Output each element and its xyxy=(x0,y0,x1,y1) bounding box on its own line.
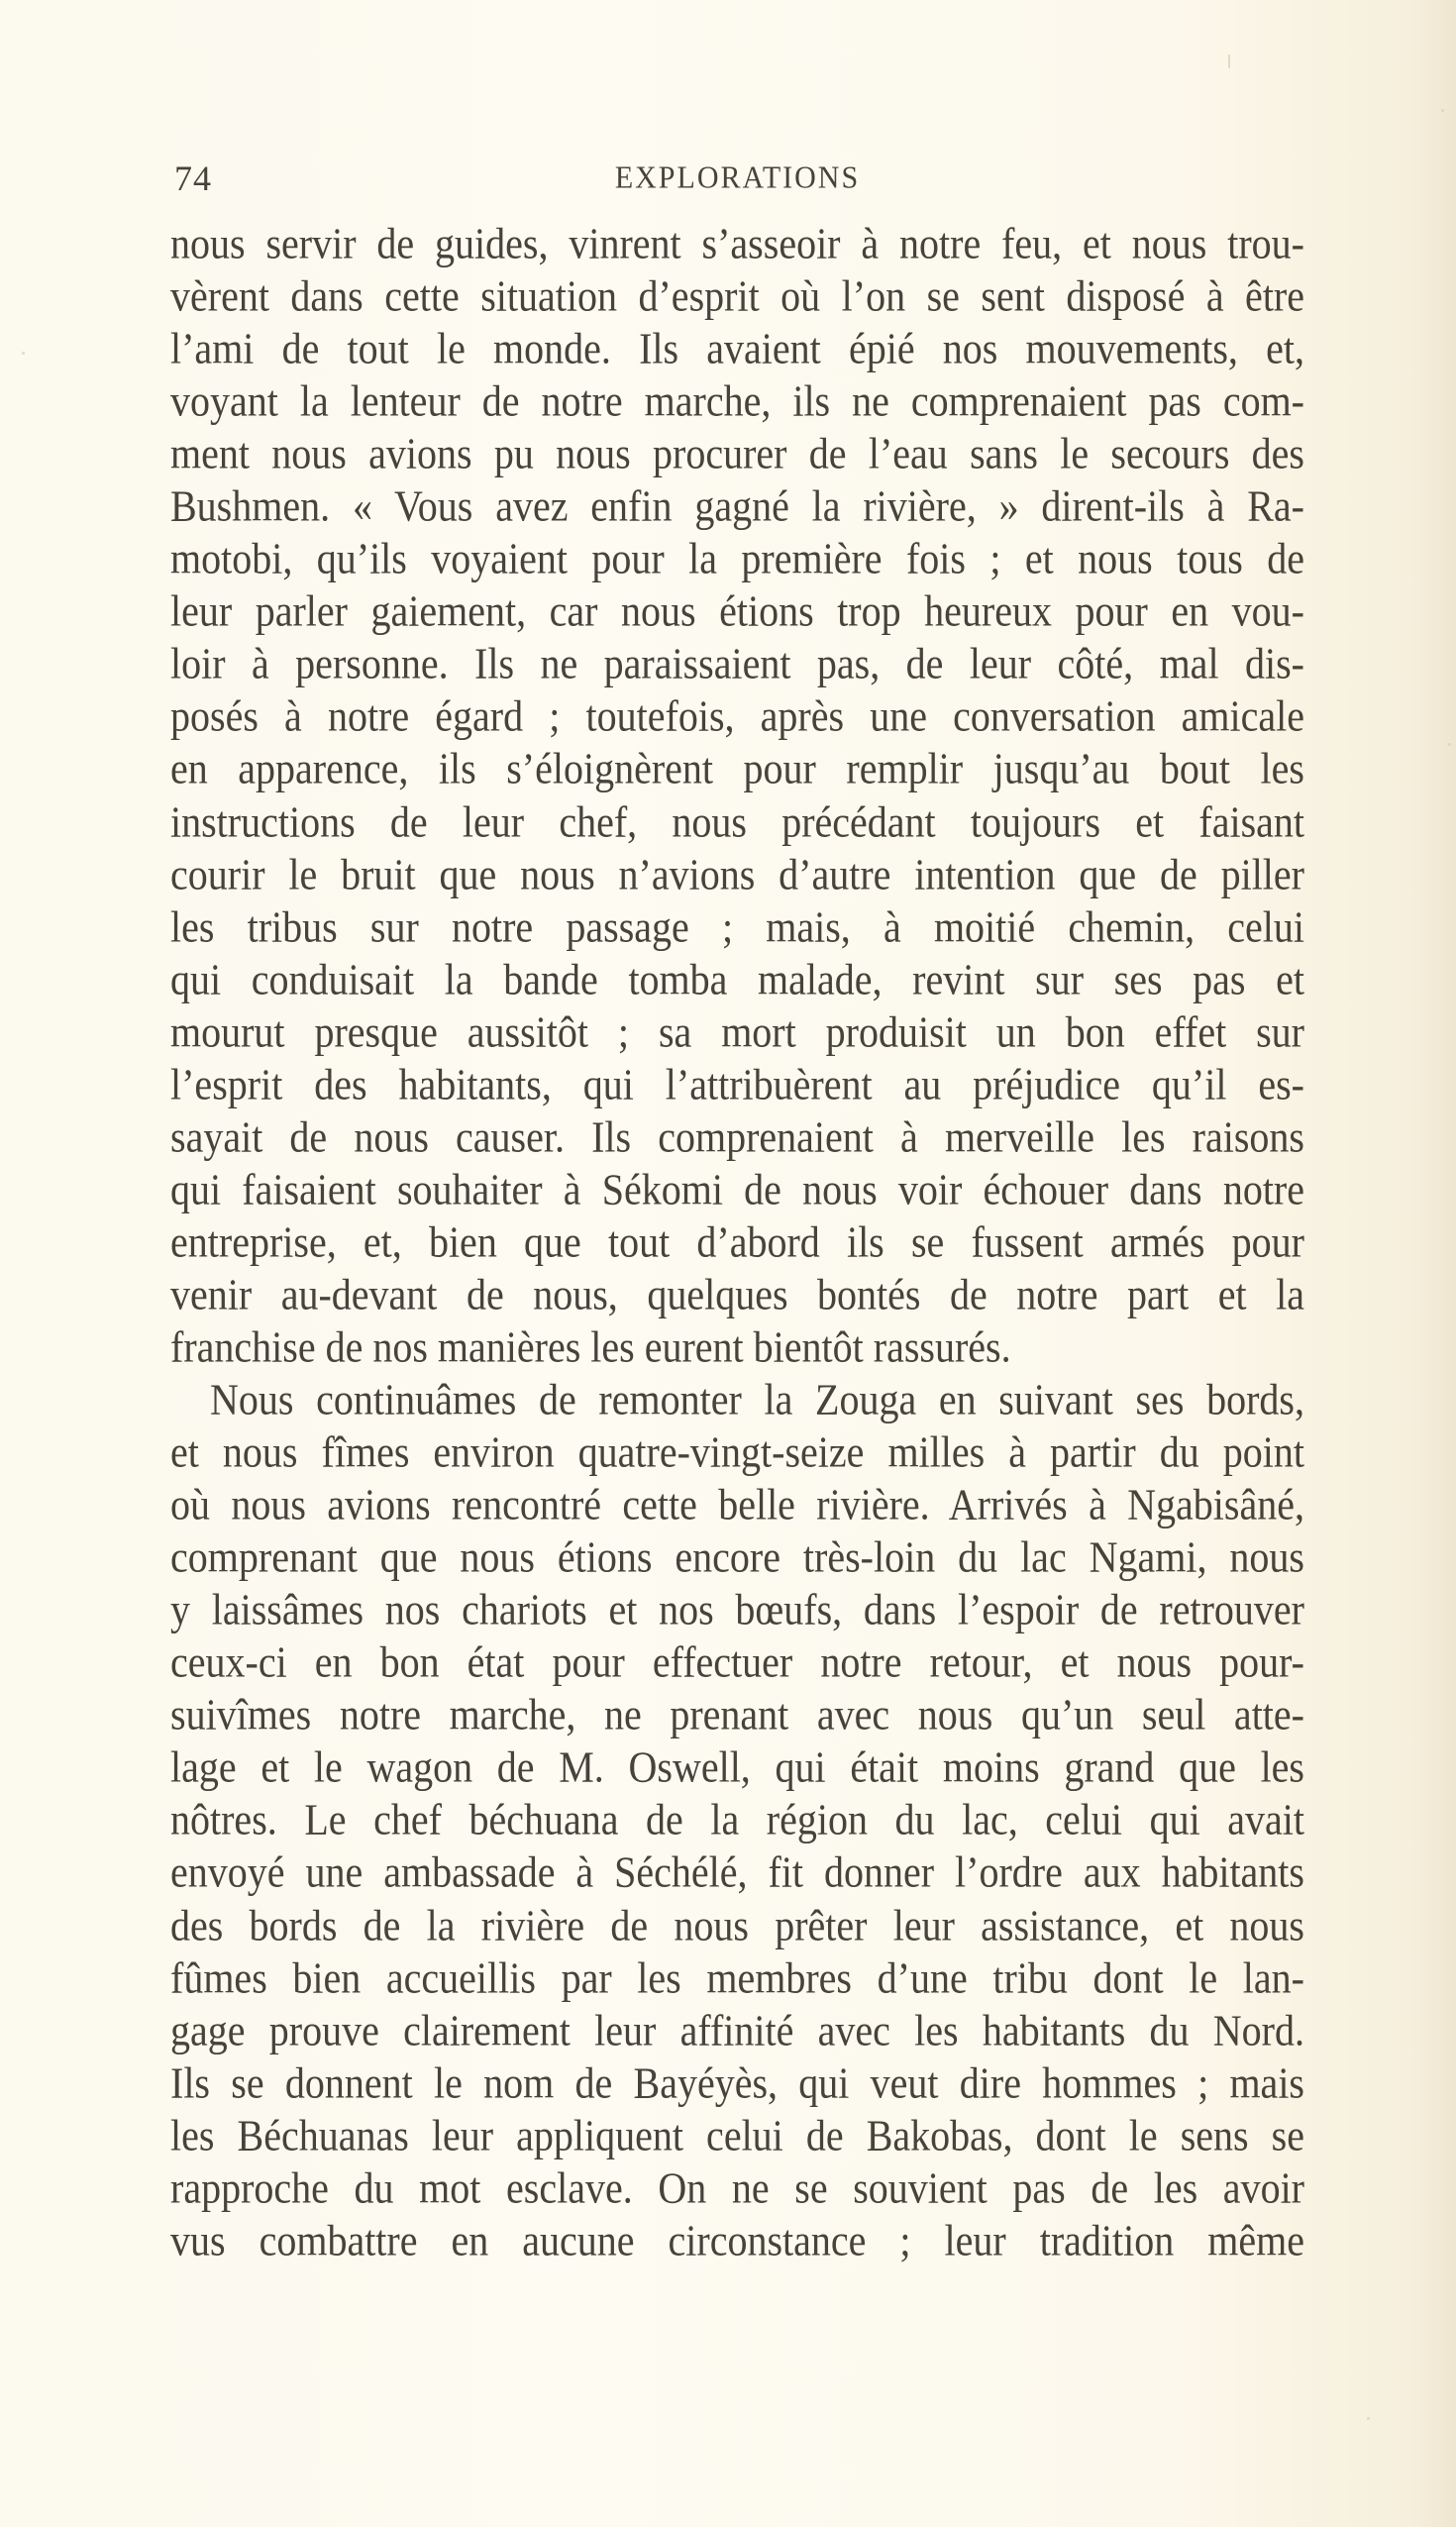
running-head xyxy=(170,158,1304,198)
text-line: ceux-ci en bon état pour effectuer notre retour, et nous pour- xyxy=(170,1636,1304,1687)
paragraph-2 xyxy=(170,1374,1304,2267)
text-line: vèrent dans cette situation d’esprit où l’on se sent disposé à être xyxy=(170,270,1304,321)
paper-speck xyxy=(1228,54,1230,68)
running-title xyxy=(170,158,1304,198)
paper-speck xyxy=(1441,109,1444,112)
text-line: l’ami de tout le monde. Ils avaient épié nos mouvements, et, xyxy=(170,323,1304,373)
text-line: venir au-devant de nous, quelques bontés de notre part et la xyxy=(170,1268,1304,1319)
text-line: Ils se donnent le nom de Bayéyès, qui veut dire hommes ; mais xyxy=(170,2056,1304,2108)
text-line: leur parler gaiement, car nous étions trop heureux pour en vou- xyxy=(170,585,1304,636)
text-line-paragraph-end: franchise de nos manières les eurent bientôt rassurés. xyxy=(170,1321,1011,1372)
text-line: nôtres. Le chef béchuana de la région du lac, celui qui avait xyxy=(170,1794,1304,1844)
running-title-text: EXPLORATIONS xyxy=(614,160,861,195)
text-line: en apparence, ils s’éloignèrent pour remplir jusqu’au bout les xyxy=(170,743,1304,793)
text-line: où nous avions rencontré cette belle rivière. Arrivés à Ngabisâné, xyxy=(170,1479,1304,1529)
text-line: suivîmes notre marche, ne prenant avec nous qu’un seul atte- xyxy=(170,1689,1304,1739)
text-line: instructions de leur chef, nous précédant toujours et faisant xyxy=(170,795,1304,846)
page-number: 74 xyxy=(174,158,212,198)
text-line: sayait de nous causer. Ils comprenaient à merveille les raisons xyxy=(170,1110,1304,1162)
text-line: ment nous avions pu nous procurer de l’eau sans le secours des xyxy=(170,428,1304,478)
text-line: y laissâmes nos chariots et nos bœufs, dans l’espoir de retrouver xyxy=(170,1584,1304,1634)
text-line: lage et le wagon de M. Oswell, qui était moins grand que les xyxy=(170,1741,1304,1792)
paper-speck xyxy=(22,352,25,355)
text-line: posés à notre égard ; toutefois, après une conversation amicale xyxy=(170,690,1304,741)
paper-speck xyxy=(1367,2417,1370,2420)
text-line: mourut presque aussitôt ; sa mort produisit un bon effet sur xyxy=(170,1005,1304,1057)
text-line: entreprise, et, bien que tout d’abord ils se fussent armés pour xyxy=(170,1215,1304,1267)
text-line: courir le bruit que nous n’avions d’autre intention que de piller xyxy=(170,848,1304,898)
text-line: gage prouve clairement leur affinité avec les habitants du Nord. xyxy=(170,2004,1304,2055)
text-line: envoyé une ambassade à Séchélé, fit donner l’ordre aux habitants xyxy=(170,1846,1304,1897)
text-line: loir à personne. Ils ne paraissaient pas, de leur côté, mal dis- xyxy=(170,638,1304,688)
text-line: qui conduisait la bande tomba malade, revint sur ses pas et xyxy=(170,953,1304,1004)
body-text xyxy=(170,218,1304,2267)
text-line: Bushmen. « Vous avez enfin gagné la rivière, » dirent-ils à Ra- xyxy=(170,480,1304,531)
text-line: des bords de la rivière de nous prêter leur assistance, et nous xyxy=(170,1899,1304,1949)
text-line: fûmes bien accueillis par les membres d’une tribu dont le lan- xyxy=(170,1951,1304,2002)
text-line: et nous fîmes environ quatre-vingt-seize milles à partir du point xyxy=(170,1426,1304,1477)
text-line: vus combattre en aucune circonstance ; leur tradition même xyxy=(170,2214,1304,2265)
text-line: rapproche du mot esclave. On ne se souvient pas de les avoir xyxy=(170,2161,1304,2213)
text-line: nous servir de guides, vinrent s’asseoir à notre feu, et nous trou- xyxy=(170,218,1304,268)
paragraph-1 xyxy=(170,218,1304,1374)
paper-speck xyxy=(1448,743,1451,746)
text-line: motobi, qu’ils voyaient pour la première fois ; et nous tous de xyxy=(170,533,1304,583)
text-line: voyant la lenteur de notre marche, ils ne comprenaient pas com- xyxy=(170,375,1304,426)
text-line: les tribus sur notre passage ; mais, à moitié chemin, celui xyxy=(170,900,1304,952)
text-line: qui faisaient souhaiter à Sékomi de nous voir échouer dans notre xyxy=(170,1163,1304,1214)
text-line: les Béchuanas leur appliquent celui de Bakobas, dont le sens se xyxy=(170,2109,1304,2160)
text-line: l’esprit des habitants, qui l’attribuèrent au préjudice qu’il es- xyxy=(170,1058,1304,1109)
text-line: comprenant que nous étions encore très-loin du lac Ngami, nous xyxy=(170,1531,1304,1582)
text-line-paragraph-start: Nous continuâmes de remonter la Zouga en suivant ses bords, xyxy=(210,1374,1304,1424)
